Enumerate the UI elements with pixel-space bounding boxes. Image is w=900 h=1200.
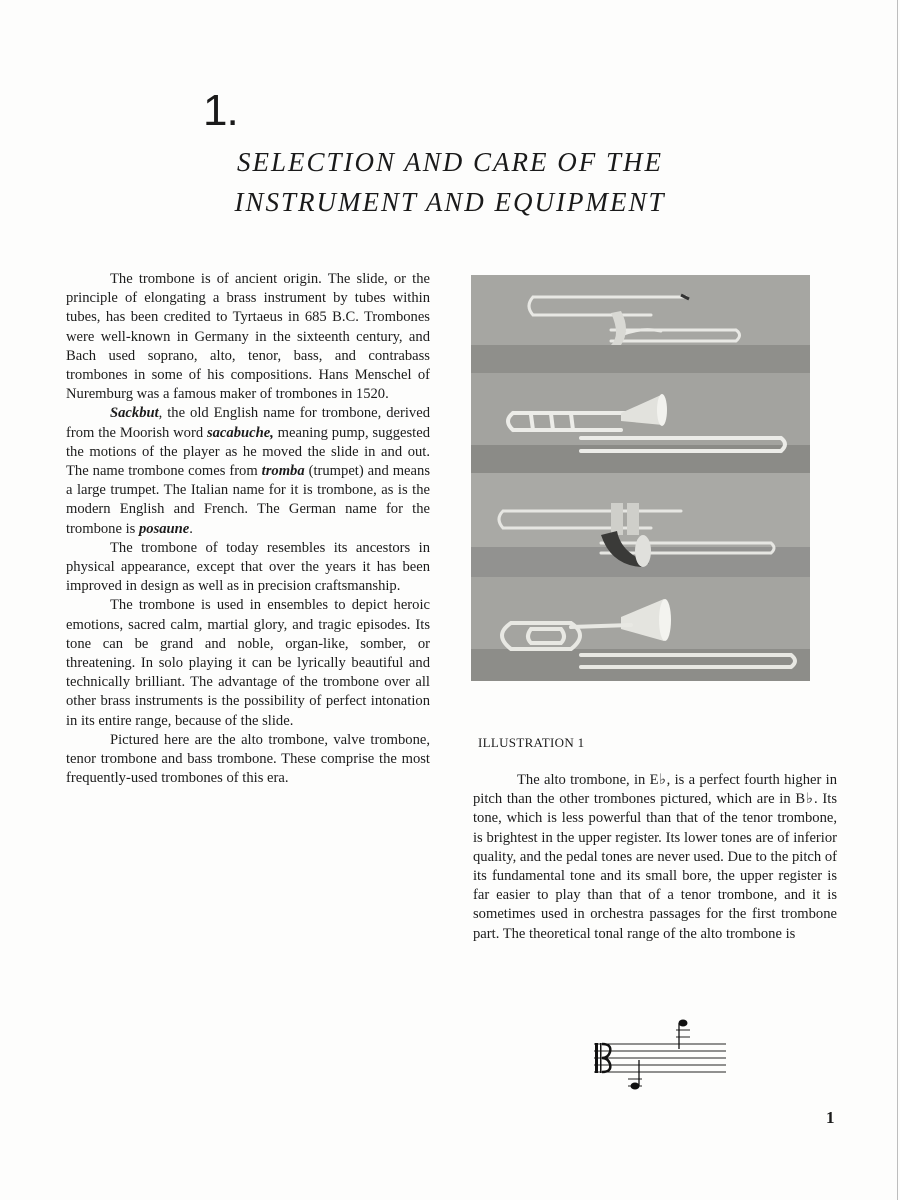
paragraph-ensembles: The trombone is used in ensembles to depict heroic emotions, sacred calm, martial glory, and tragic episodes. Its tone can be grand and noble, organ-like, somber, or threatening. In solo playing it can be lyrically beautiful and technically brilliant. The advantage of the trombone over all other brass instruments is the possibility of perfect intonation in its entire range, because of the slide.	[66, 597, 430, 729]
left-text-column	[66, 270, 430, 788]
chapter-title	[0, 142, 900, 222]
paragraph-names	[66, 404, 430, 538]
term-tromba: tromba	[261, 463, 305, 480]
chapter-number: 1.	[203, 86, 238, 135]
paragraph-names-text-4: .	[189, 520, 193, 537]
illustration-caption: ILLUSTRATION 1	[478, 735, 585, 750]
chapter-title-line-1: SELECTION AND CARE OF THE	[236, 147, 664, 177]
right-text-column	[473, 771, 837, 944]
term-sackbut: Sackbut	[110, 405, 159, 422]
paragraph-alto-trombone: The alto trombone, in E♭, is a perfect fourth higher in pitch than the other trombones pictured, which are in B♭. Its tone, which is less powerful than that of the tenor trombone, is brightest in the upper register. Its lower tones are of inferior quality, and the pedal tones are never used. Due to the pitch of its fundamental tone and its small bore, the upper register is far easier to play than that of a tenor trombone, and it is sometimes used in orchestra passages for the first trombone part. The theoretical tonal range of the alto trombone is	[473, 772, 837, 942]
page-number: 1	[826, 1108, 835, 1127]
chapter-title-line-2: INSTRUMENT AND EQUIPMENT	[234, 187, 666, 217]
tonal-range-staff	[590, 1014, 730, 1094]
paragraph-names-text-3: (trumpet) and means a large trumpet. The Italian name for it is trombone, as is the modern English and French. The German name for the trombone is	[66, 463, 430, 537]
paragraph-names-text-2: meaning pump, suggested the motions of the player as he moved the slide in and out. The name trombone comes from	[66, 424, 430, 480]
valve-trombone-photo	[471, 373, 810, 473]
trombone-photo-plate	[471, 275, 810, 681]
term-posaune: posaune	[138, 520, 190, 537]
bass-trombone-photo	[471, 577, 810, 681]
paragraph-names-text-1: , the old English name for trombone, derived from the Moorish word	[66, 405, 430, 441]
alto-trombone-photo	[471, 275, 810, 373]
tenor-trombone-photo	[471, 473, 810, 577]
low-note-icon	[628, 1060, 642, 1090]
term-sacabuche: sacabuche,	[206, 424, 274, 441]
paragraph-origin: The trombone is of ancient origin. The slide, or the principle of elongating a brass instrument by tubes within tubes, has been credited to Tyrtaeus in 685 B.C. Trombones were well-known in Germany in the sixteenth century, and Bach used soprano, alto, tenor, bass, and contrabass trombones in some of his compositions. Hans Menschel of Nuremburg was a famous maker of trombones in 1520.	[66, 271, 430, 403]
paragraph-pictured: Pictured here are the alto trombone, valve trombone, tenor trombone and bass trombone. These comprise the most frequently-used trombones of this era.	[66, 731, 430, 787]
paragraph-today: The trombone of today resembles its ancestors in physical appearance, except that over the years it has been improved in design as well as in precision craftsmanship.	[66, 539, 430, 595]
high-note-icon	[676, 1020, 690, 1050]
